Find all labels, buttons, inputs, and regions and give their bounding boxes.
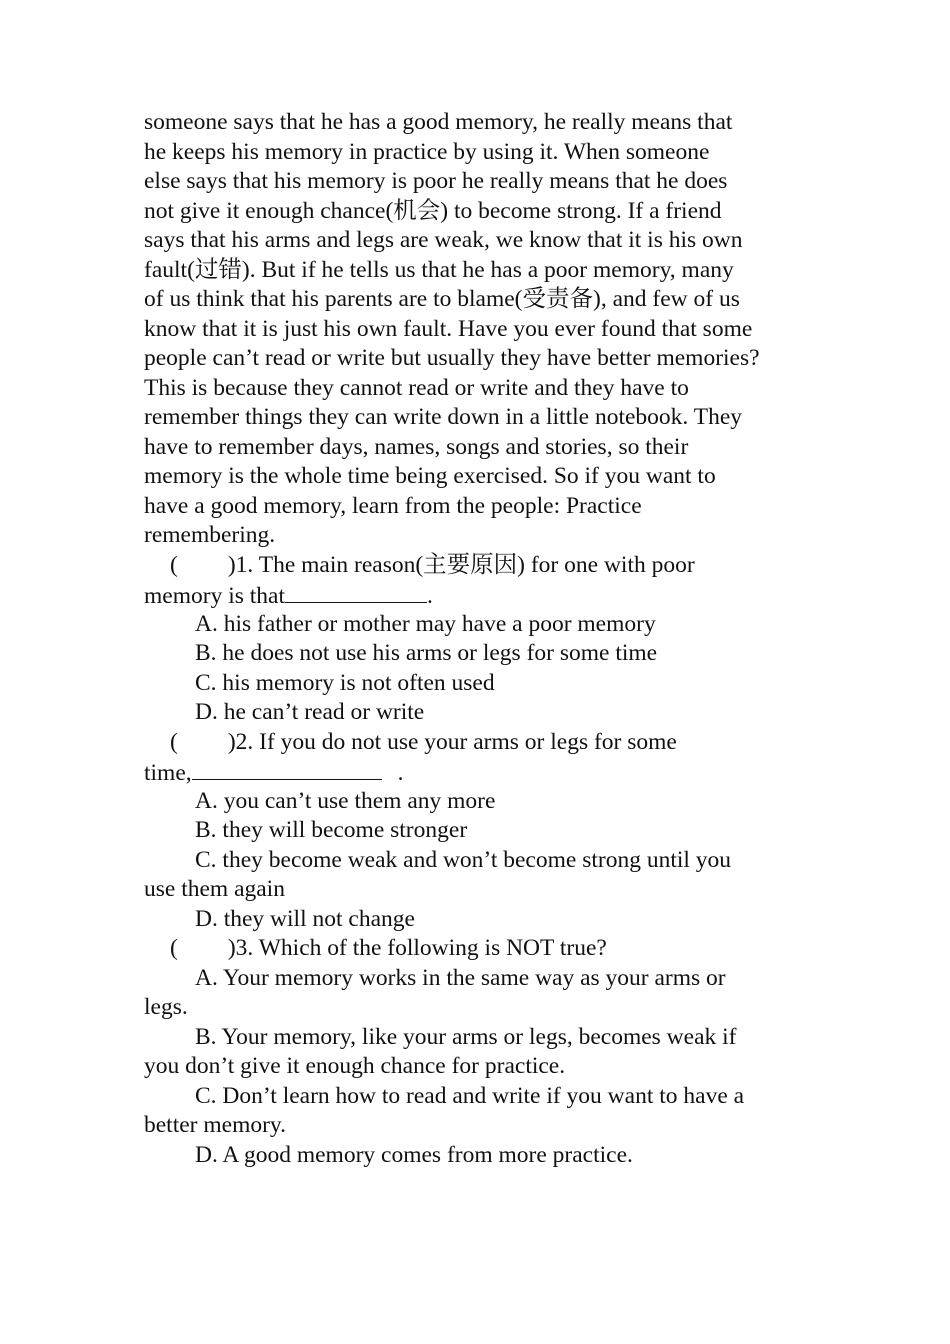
question-2-text-cont: time, xyxy=(144,760,192,786)
passage-line: know that it is just his own fault. Have you ever found that some xyxy=(144,315,753,342)
passage-line: not give it enough chance(机会) to become strong. If a friend xyxy=(144,197,722,224)
passage-line: says that his arms and legs are weak, we know that it is his own xyxy=(144,227,743,253)
question-1-text: )1. The main reason(主要原因) for one with poor xyxy=(227,551,695,578)
passage-line: someone says that he has a good memory, he really means that xyxy=(144,109,733,135)
q2-option-c[interactable]: C. they become weak and won’t become strong until you xyxy=(195,846,732,873)
fill-blank-1[interactable] xyxy=(285,580,427,603)
passage-line: else says that his memory is poor he really means that he does xyxy=(144,168,728,194)
question-3-stem xyxy=(144,934,834,964)
fill-blank-2[interactable] xyxy=(192,757,382,780)
passage-line: he keeps his memory in practice by using it. When someone xyxy=(144,138,710,165)
q1-option-d[interactable]: D. he can’t read or write xyxy=(195,699,425,725)
q3-option-a[interactable]: A. Your memory works in the same way as your arms or xyxy=(195,964,726,991)
q2-option-a[interactable]: A. you can’t use them any more xyxy=(195,787,496,814)
passage-line: of us think that his parents are to blame(受责备), and few of us xyxy=(144,286,740,312)
passage-line: remembering. xyxy=(144,522,276,548)
q3-option-b-cont[interactable]: you don’t give it enough chance for practice. xyxy=(144,1053,566,1079)
q3-option-a-cont[interactable]: legs. xyxy=(144,994,188,1020)
passage-line: remember things they can write down in a little notebook. They xyxy=(144,404,743,430)
passage-line: have a good memory, learn from the people: Practice xyxy=(144,492,642,519)
q2-option-b[interactable]: B. they will become stronger xyxy=(195,817,468,843)
q3-option-c-cont[interactable]: better memory. xyxy=(144,1112,287,1138)
answer-paren-open: ( xyxy=(170,935,178,961)
question-2-text: )2. If you do not use your arms or legs for some xyxy=(227,728,677,755)
question-3-text: )3. Which of the following is NOT true? xyxy=(227,935,607,961)
answer-paren-open: ( xyxy=(170,728,178,755)
q3-option-d[interactable]: D. A good memory comes from more practice. xyxy=(195,1141,633,1168)
passage-line: This is because they cannot read or write and they have to xyxy=(144,374,689,401)
question-1-stem xyxy=(144,551,834,581)
question-1-end-mark: . xyxy=(426,583,433,609)
question-2-stem-cont xyxy=(144,757,834,787)
passage-line: people can’t read or write but usually they have better memories? xyxy=(144,345,760,371)
q2-option-d[interactable]: D. they will not change xyxy=(195,905,415,932)
passage-line: have to remember days, names, songs and stories, so their xyxy=(144,433,689,460)
q3-option-c[interactable]: C. Don’t learn how to read and write if you want to have a xyxy=(195,1082,745,1109)
answer-paren-open: ( xyxy=(170,551,178,578)
reading-text xyxy=(144,108,834,1170)
passage-line: fault(过错). But if he tells us that he has a poor memory, many xyxy=(144,256,734,283)
q1-option-c[interactable]: C. his memory is not often used xyxy=(195,669,495,696)
question-1-text-cont: memory is that xyxy=(144,583,285,609)
q1-option-a[interactable]: A. his father or mother may have a poor memory xyxy=(195,610,656,637)
q2-option-c-cont[interactable]: use them again xyxy=(144,876,285,902)
passage-line: memory is the whole time being exercised. So if you want to xyxy=(144,463,716,489)
q3-option-b[interactable]: B. Your memory, like your arms or legs, becomes weak if xyxy=(195,1023,737,1050)
question-2-stem xyxy=(144,728,834,758)
question-1-stem-cont xyxy=(144,580,834,610)
q1-option-b[interactable]: B. he does not use his arms or legs for some time xyxy=(195,640,658,666)
question-2-end-mark: . xyxy=(397,760,404,786)
